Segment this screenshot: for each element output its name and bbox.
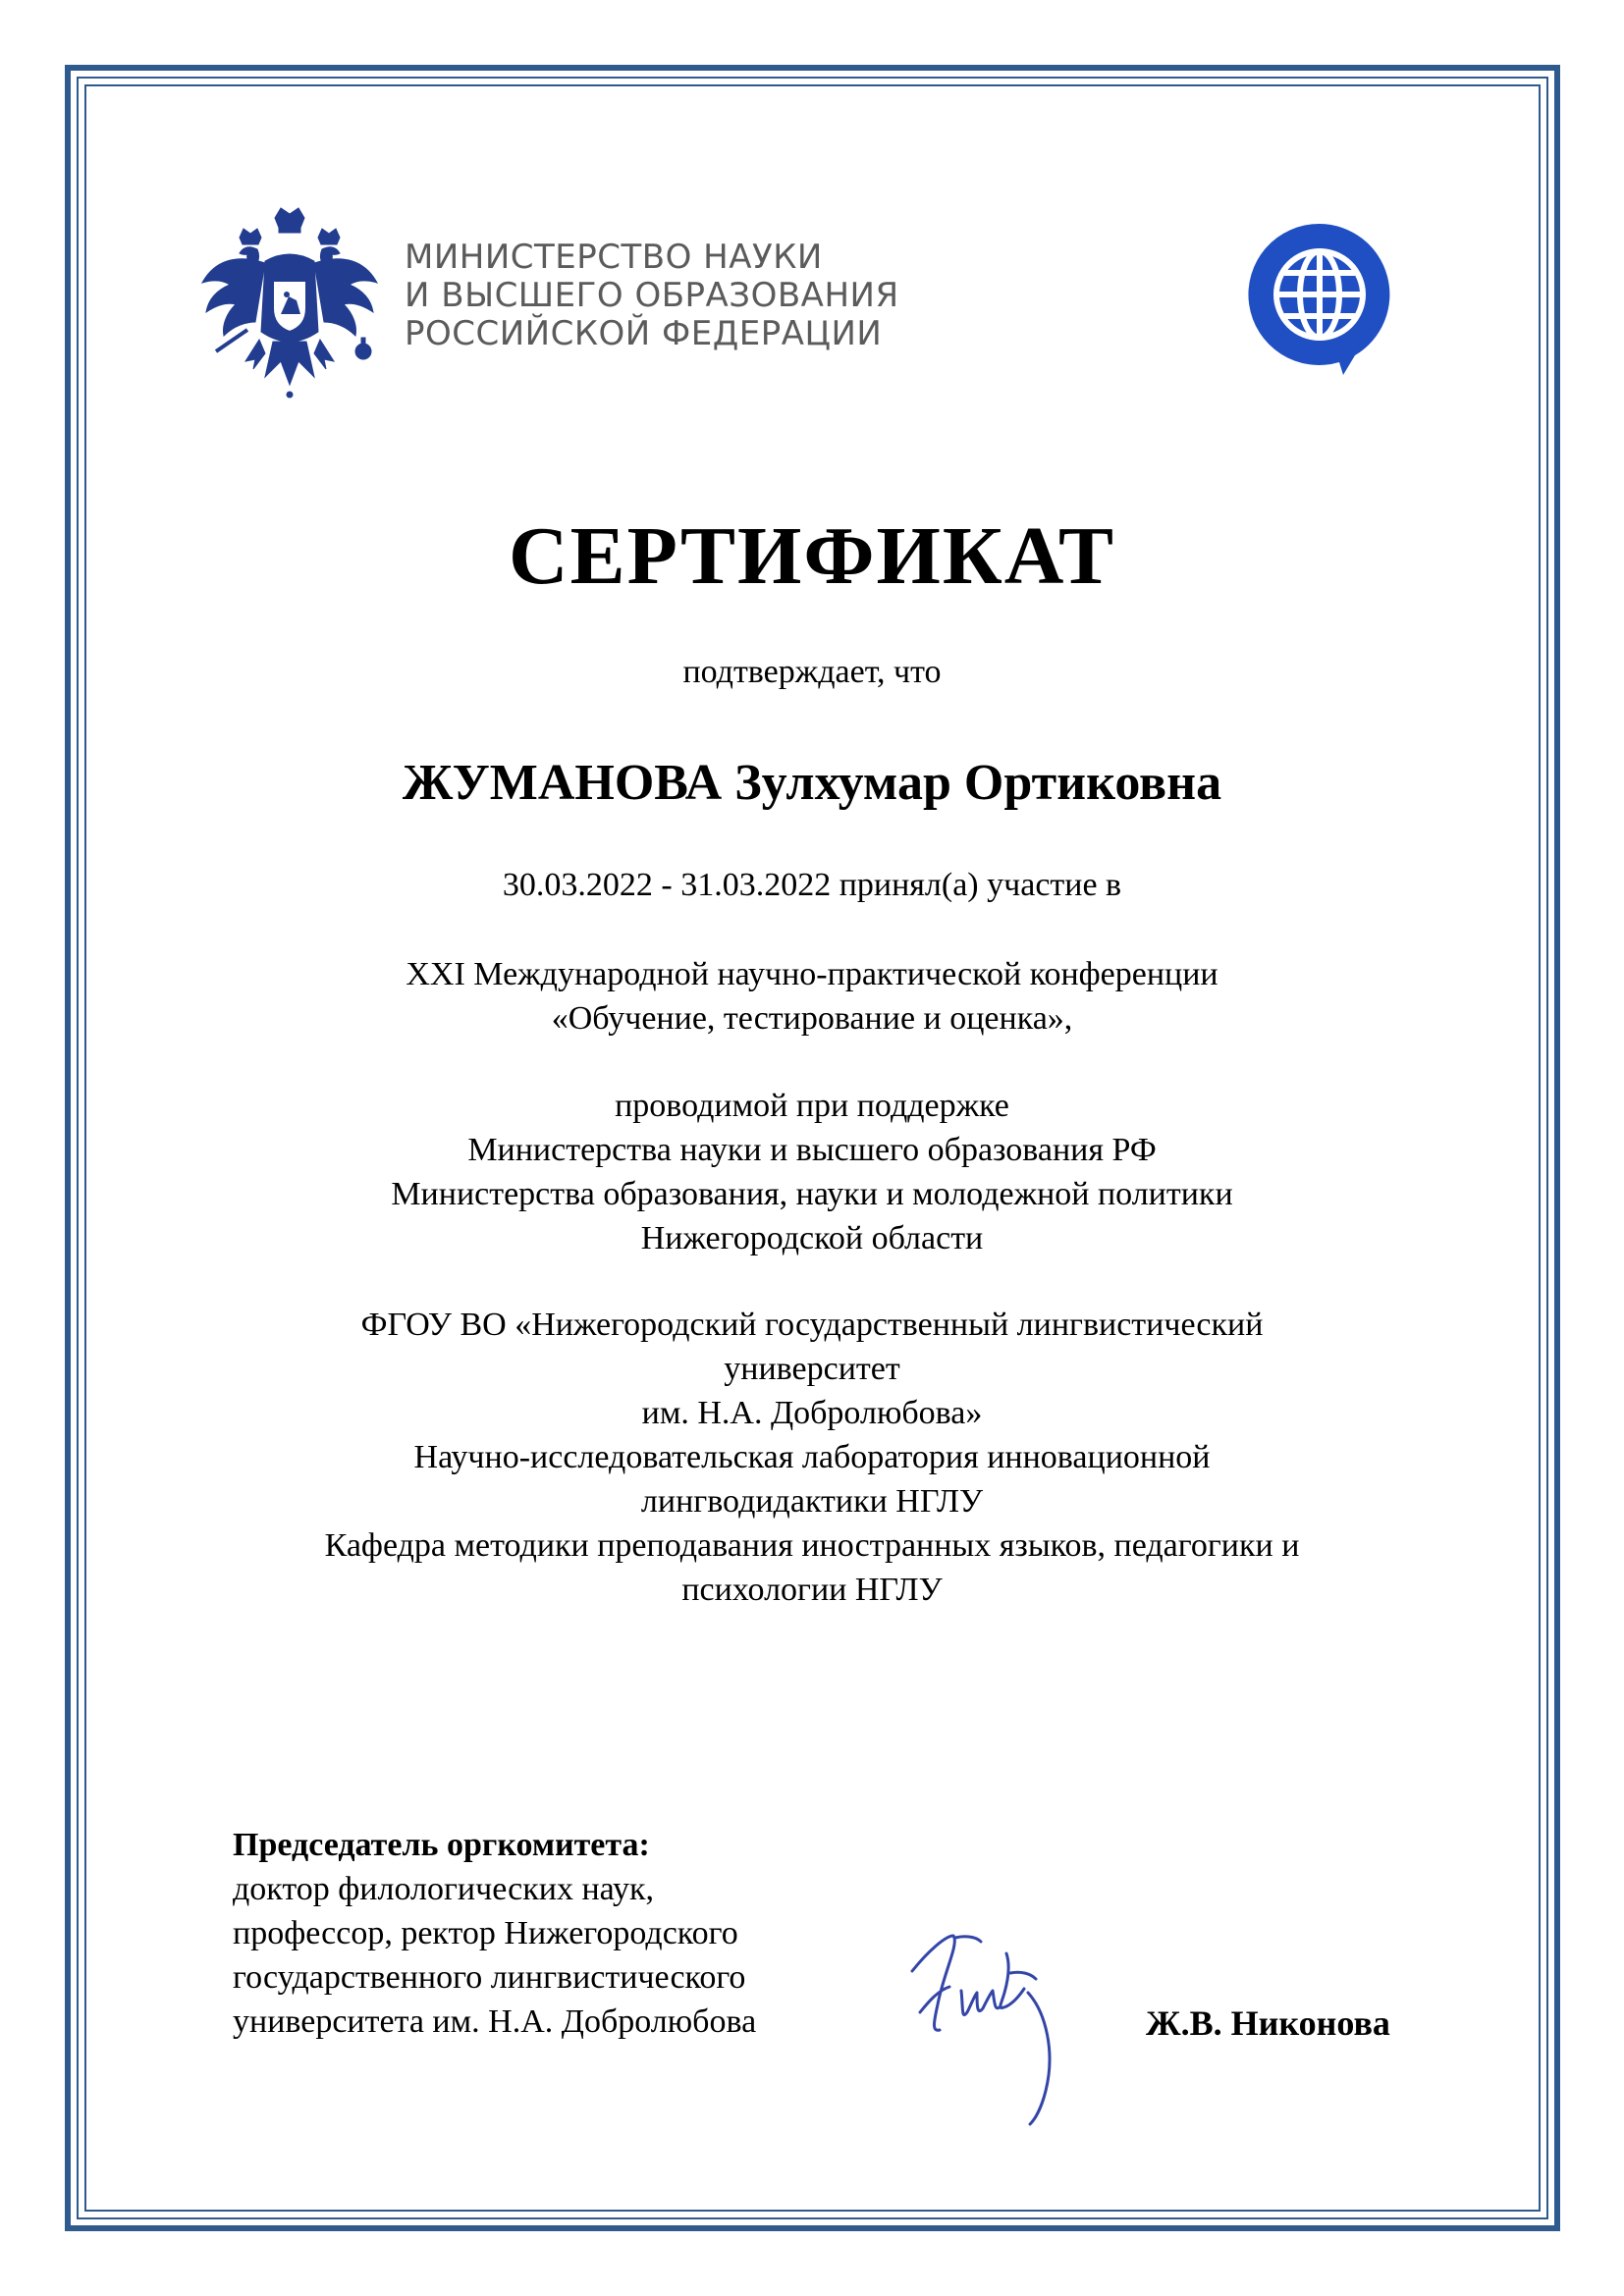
conference-block: [98, 952, 1526, 1041]
ministry-name: [405, 239, 899, 353]
support-line: Министерства образования, науки и молодежной политики: [391, 1176, 1233, 1212]
organizer-line: Кафедра методики преподавания иностранных языков, педагогики и: [324, 1527, 1300, 1564]
organizers-block: [98, 1303, 1526, 1612]
organizer-line: лингводидактики НГЛУ: [640, 1483, 984, 1520]
confirms-text: подтверждает, что: [682, 654, 942, 690]
signer-name: Ж.В. Никонова: [1146, 2003, 1390, 2043]
chairman-line: доктор филологических наук,: [233, 1871, 655, 1907]
organizer-line: ФГОУ ВО «Нижегородский государственный лингвистический: [360, 1307, 1264, 1343]
support-line: Нижегородской области: [640, 1220, 984, 1256]
support-line: Министерства науки и высшего образования РФ: [467, 1132, 1157, 1168]
conference-line: XXI Международной научно-практической конференции: [406, 956, 1218, 992]
handwritten-signature: [898, 1914, 1075, 2130]
organizer-line: им. Н.А. Добролюбова»: [641, 1395, 983, 1431]
participation-dates: 30.03.2022 - 31.03.2022 принял(а) участие в: [502, 867, 1122, 903]
ministry-line: МИНИСТЕРСТВО НАУКИ: [405, 238, 823, 277]
double-headed-eagle-emblem: [196, 204, 383, 399]
globe-speech-bubble-icon: [1245, 220, 1394, 377]
chairman-line: университета им. Н.А. Добролюбова: [233, 2003, 757, 2040]
recipient-name: ЖУМАНОВА Зулхумар Ортиковна: [402, 755, 1222, 811]
ministry-line: РОССИЙСКОЙ ФЕДЕРАЦИИ: [405, 314, 883, 353]
organizer-line: Научно-исследовательская лаборатория инновационной: [413, 1439, 1211, 1475]
chairman-line: государственного лингвистического: [233, 1959, 746, 1996]
chairman-block: [233, 1823, 756, 2044]
organizer-line: университет: [724, 1351, 900, 1387]
chairman-heading: Председатель оргкомитета:: [233, 1827, 650, 1863]
support-block: [98, 1084, 1526, 1260]
support-line: проводимой при поддержке: [615, 1088, 1009, 1124]
certificate-title: СЕРТИФИКАТ: [508, 510, 1116, 602]
organizer-line: психологии НГЛУ: [681, 1572, 943, 1608]
conference-line: «Обучение, тестирование и оценка»,: [551, 1000, 1073, 1037]
ministry-line: И ВЫСШЕГО ОБРАЗОВАНИЯ: [405, 276, 899, 315]
chairman-line: профессор, ректор Нижегородского: [233, 1915, 738, 1951]
